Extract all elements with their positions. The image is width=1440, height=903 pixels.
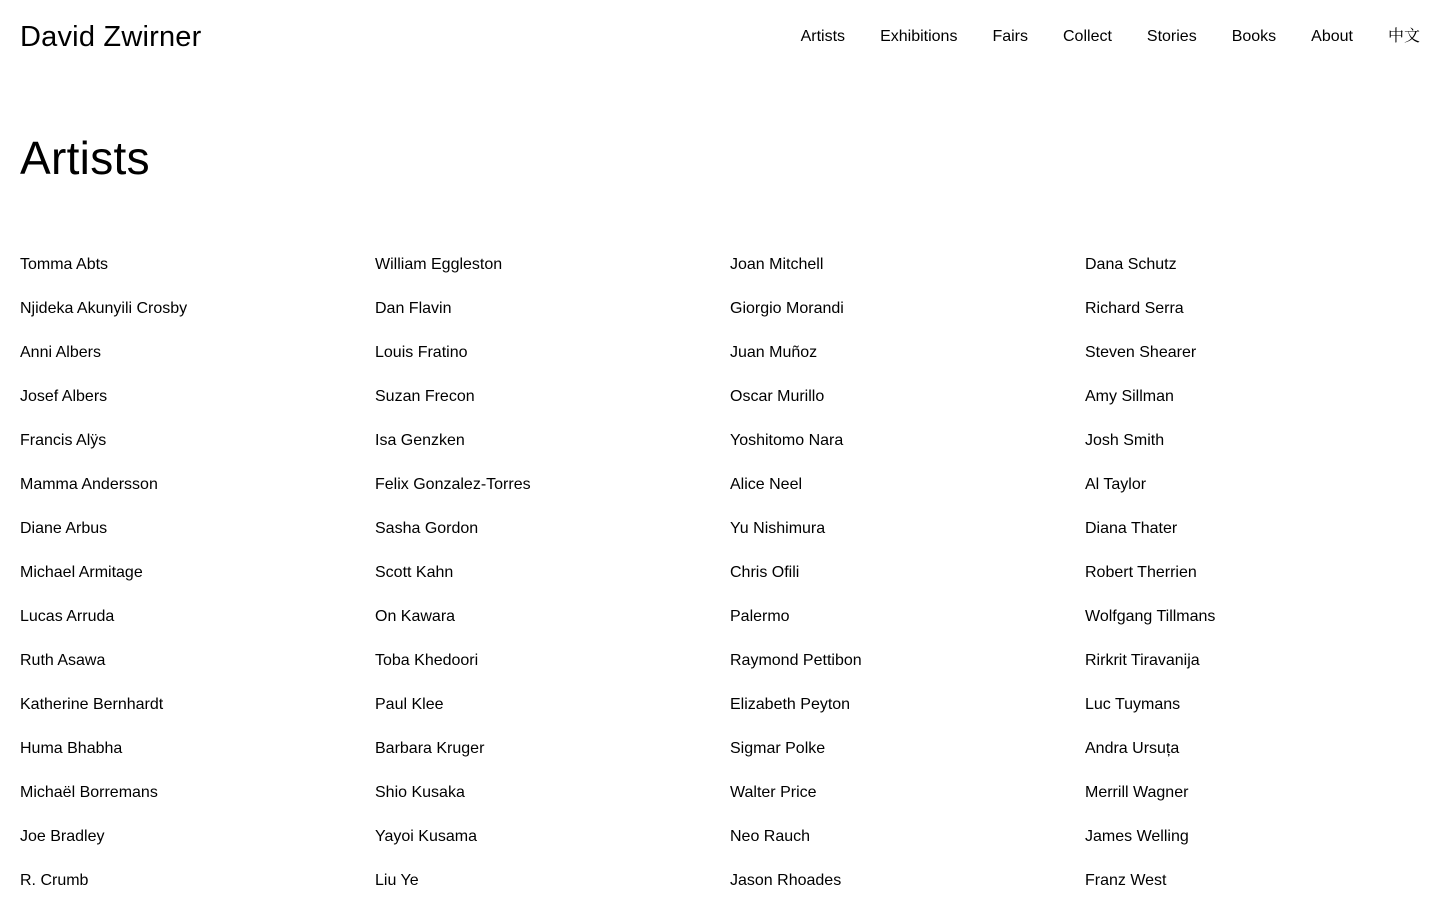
artist-link[interactable]: Josh Smith: [1085, 432, 1165, 449]
artist-link[interactable]: Barbara Kruger: [375, 740, 485, 757]
artist-link[interactable]: Dana Schutz: [1085, 256, 1177, 273]
artist-link[interactable]: Tomma Abts: [20, 256, 109, 273]
nav-artists[interactable]: Artists: [800, 28, 846, 45]
nav-language-chinese[interactable]: 中文: [1387, 28, 1420, 45]
nav-about[interactable]: About: [1311, 28, 1353, 45]
artist-link[interactable]: Joan Mitchell: [730, 256, 824, 273]
artist-link[interactable]: Yoshitomo Nara: [730, 432, 844, 449]
artist-link[interactable]: Palermo: [730, 608, 790, 625]
artist-link[interactable]: Dan Flavin: [375, 300, 452, 317]
artist-link[interactable]: Walter Price: [730, 784, 817, 801]
artist-link[interactable]: Yu Nishimura: [730, 520, 826, 537]
artist-link[interactable]: James Welling: [1085, 828, 1189, 845]
page-title: Artists: [20, 132, 150, 184]
artist-link[interactable]: Andra Ursuța: [1085, 740, 1180, 757]
artist-link[interactable]: Michael Armitage: [20, 564, 143, 581]
nav-collect[interactable]: Collect: [1063, 28, 1112, 45]
artist-link[interactable]: Amy Sillman: [1085, 388, 1174, 405]
artist-link[interactable]: Isa Genzken: [375, 432, 465, 449]
artist-link[interactable]: Jason Rhoades: [730, 872, 842, 889]
artist-link[interactable]: William Eggleston: [375, 256, 503, 273]
artist-link[interactable]: Juan Muñoz: [730, 344, 818, 361]
artist-link[interactable]: Joe Bradley: [20, 828, 105, 845]
site-header: [0, 0, 1440, 76]
artist-link[interactable]: Al Taylor: [1085, 476, 1147, 493]
artist-link[interactable]: Toba Khedoori: [375, 652, 479, 669]
artist-link[interactable]: Sasha Gordon: [375, 520, 479, 537]
artist-link[interactable]: Merrill Wagner: [1085, 784, 1189, 801]
artist-link[interactable]: Lucas Arruda: [20, 608, 115, 625]
main-nav: [801, 26, 1420, 48]
artist-link[interactable]: Richard Serra: [1085, 300, 1184, 317]
artist-link[interactable]: R. Crumb: [20, 872, 89, 889]
nav-exhibitions[interactable]: Exhibitions: [880, 28, 958, 45]
artist-link[interactable]: Ruth Asawa: [20, 652, 106, 669]
artist-link[interactable]: Luc Tuymans: [1085, 696, 1181, 713]
artist-link[interactable]: Suzan Frecon: [375, 388, 475, 405]
artist-link[interactable]: Wolfgang Tillmans: [1085, 608, 1216, 625]
artist-link[interactable]: Giorgio Morandi: [730, 300, 844, 317]
nav-fairs[interactable]: Fairs: [992, 28, 1028, 45]
nav-books[interactable]: Books: [1231, 28, 1277, 45]
artist-link[interactable]: Franz West: [1085, 872, 1167, 889]
artist-link[interactable]: On Kawara: [375, 608, 456, 625]
artist-link[interactable]: Yayoi Kusama: [375, 828, 477, 845]
artist-link[interactable]: Scott Kahn: [375, 564, 454, 581]
artist-link[interactable]: Katherine Bernhardt: [20, 696, 164, 713]
artist-link[interactable]: Louis Fratino: [375, 344, 468, 361]
artist-link[interactable]: Diana Thater: [1085, 520, 1178, 537]
artist-link[interactable]: Josef Albers: [20, 388, 108, 405]
artist-link[interactable]: Oscar Murillo: [730, 388, 825, 405]
artist-link[interactable]: Neo Rauch: [730, 828, 811, 845]
artist-link[interactable]: Chris Ofili: [730, 564, 800, 581]
artist-link[interactable]: Felix Gonzalez-Torres: [375, 476, 531, 493]
artist-link[interactable]: Huma Bhabha: [20, 740, 123, 757]
site-logo[interactable]: David Zwirner: [20, 21, 202, 53]
artist-link[interactable]: Sigmar Polke: [730, 740, 826, 757]
artist-link[interactable]: Paul Klee: [375, 696, 444, 713]
artist-link[interactable]: Steven Shearer: [1085, 344, 1197, 361]
artist-link[interactable]: Njideka Akunyili Crosby: [20, 300, 188, 317]
artist-link[interactable]: Robert Therrien: [1085, 564, 1197, 581]
artist-list: [20, 243, 1440, 903]
nav-stories[interactable]: Stories: [1146, 28, 1197, 45]
artist-link[interactable]: Anni Albers: [20, 344, 101, 361]
artist-link[interactable]: Rirkrit Tiravanija: [1085, 652, 1200, 669]
artist-link[interactable]: Michaël Borremans: [20, 784, 158, 801]
artist-link[interactable]: Diane Arbus: [20, 520, 108, 537]
artist-link[interactable]: Alice Neel: [730, 476, 803, 493]
artist-link[interactable]: Raymond Pettibon: [730, 652, 862, 669]
artist-link[interactable]: Francis Alÿs: [20, 432, 107, 449]
artist-link[interactable]: Mamma Andersson: [20, 476, 158, 493]
artist-link[interactable]: Shio Kusaka: [375, 784, 465, 801]
artist-link[interactable]: Liu Ye: [375, 872, 419, 889]
artist-link[interactable]: Elizabeth Peyton: [730, 696, 851, 713]
